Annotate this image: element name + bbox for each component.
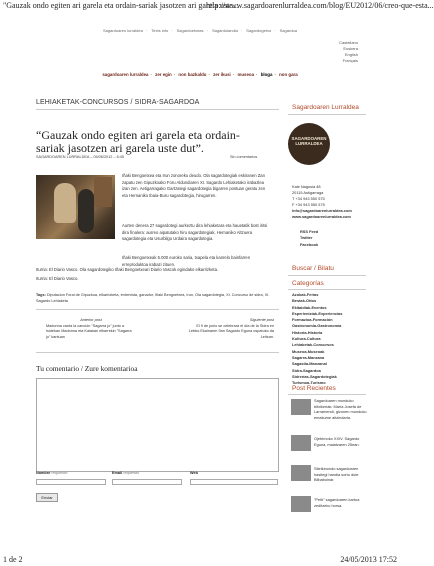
top-nav-item[interactable]: Sagardoetxeas	[176, 28, 204, 33]
comments-link[interactable]: Sin comentarios	[230, 155, 258, 159]
twitter-link[interactable]: Twitter	[300, 235, 313, 241]
post-byline: SAGARDOAREN LURRALDEA – 05/06/2012 – 6:45	[36, 155, 125, 159]
divider	[288, 289, 366, 290]
category-link[interactable]: Lehiaketak-Concursos	[292, 342, 334, 348]
post-paragraph: Iñaki Bengoetxeak 5.000 euroko saria, txapela eta kanrelo bainfarren erreproduktoa irabazi zituen.	[122, 255, 251, 267]
main-nav-item[interactable]: bloga	[260, 72, 273, 77]
recent-post-thumbnail[interactable]	[291, 399, 311, 415]
tags-list[interactable]: Diputacion Foral de Gipuzkoa, elkarrizketa, entrevista, ganador, Iñaki Bengoetxea, Irun, Ola sagardotegia, XI. Concurso de sidra, XI. Sagardo Lehiaketa	[36, 293, 270, 303]
category-link[interactable]: Bestak-Ottos	[292, 298, 317, 304]
category-link[interactable]: Turismoa-Turismo	[292, 380, 326, 386]
divider	[288, 275, 366, 276]
language-link[interactable]: Euskera	[343, 46, 358, 51]
contact-line: F +34 943 550 575	[292, 202, 325, 207]
divider	[288, 114, 366, 115]
name-field[interactable]	[36, 479, 106, 485]
category-link[interactable]: Sagastia-Manzanal	[292, 361, 327, 367]
main-nav-item[interactable]: museoa	[237, 72, 255, 77]
language-link[interactable]: Castellano	[339, 40, 358, 45]
language-link[interactable]: Français	[342, 58, 358, 63]
top-nav-item[interactable]: Sagardogetxo	[246, 28, 272, 33]
main-nav-item[interactable]: non bazkaldu	[178, 72, 207, 77]
recent-post-link[interactable]: "Petit" sagardoaren kartoa zeditzeko horsa.	[314, 497, 360, 508]
recent-post-thumbnail[interactable]	[291, 435, 311, 451]
breadcrumb: LEHIAKETAK-CONCURSOS / SIDRA-SAGARDOA	[36, 99, 200, 106]
contact-block	[292, 184, 352, 220]
category-link[interactable]: Sagarra-Manzana	[292, 354, 325, 360]
next-post-link[interactable]: El 9 de junio se celebrará el día de la Sidra en Lebbo.Ekainaren 9an Sagardo Eguna ospatuko da Leitzan.	[188, 323, 274, 339]
search-title: Buscar / Bilatu	[292, 265, 334, 272]
web-field[interactable]	[190, 479, 278, 485]
main-nav-item[interactable]: non gara	[279, 72, 298, 77]
page-title-header: "Gauzak ondo egiten ari garela eta ordain-sariak jasotzen ari garela uste...	[3, 1, 239, 10]
post-source: Iturria: El Diario Vasco.	[36, 276, 79, 281]
recent-post-link[interactable]: Sagardoaren munduko bitxikeriak: María Josefa de Larramendi, gizonen munduko emakume aitzindaria.	[314, 398, 367, 420]
main-nav-item[interactable]: zer ikusi	[213, 72, 231, 77]
category-link[interactable]: Sidra-Sagardoa	[292, 367, 321, 373]
main-nav-item[interactable]: sagardoaren lurraldea	[102, 72, 149, 77]
page-url[interactable]: http://www.sagardoarenlurraldea.com/blog/EU2012/06/creo-que-esta...	[206, 1, 434, 10]
email-label: Email requerido	[112, 471, 140, 475]
submit-button[interactable]: Enviar	[36, 493, 58, 502]
post-photo	[36, 175, 115, 239]
facebook-link[interactable]: Facebook	[300, 241, 319, 247]
divider	[36, 109, 279, 110]
main-nav: sagardoaren lurraldea · zer egin · non bazkaldu · zer ikusi · museoa · bloga · non gara	[102, 72, 298, 77]
recent-post-thumbnail[interactable]	[291, 465, 311, 481]
categories-title: Categorías	[292, 280, 324, 287]
contact-line: Kale Nagusia 48	[292, 184, 321, 189]
prev-post-link[interactable]: Madonna canta la canción "Sagarra jo" junto a Isidekan Madonna eta Kalakan elkarrekin "Sagarra jo" kantuan	[46, 323, 132, 339]
category-link[interactable]: Formazioa-Formación	[292, 317, 333, 323]
top-nav-item[interactable]: Sagardolandia	[212, 28, 238, 33]
divider	[36, 309, 279, 310]
category-link[interactable]: Sidrerías-Sagardotegiak	[292, 373, 337, 379]
category-link[interactable]: Ekitaldiak-Eventos	[292, 304, 327, 310]
post-paragraph: Iñaki Bengoetxea eta Irun zonoreko deudo. Ola sagardotegiak eskiranen Zan zapatu zen Gipuzkoako Foru Aldundiaren XI. Sagardo Lehiaketako irabazlea izan zen. Aetigarragako Gartzategi sagardotegia bigarren postuan geratu zen eta Hernaniko Ibaia-Buru sagardotegia, hirugarren.	[122, 173, 266, 198]
brand-logo: SAGARDOAREN LURRALDEA	[288, 123, 330, 165]
post-footnote: Iturria: El Diario Vasco. Ola sagardotegiko Iñaki Bengoetxeari Diario Vascok egindako elkarrizketa.	[36, 267, 219, 272]
category-link[interactable]: Kultura-Cultura	[292, 336, 321, 342]
prev-post-label: Anterior post	[80, 318, 102, 322]
post-paragraph: Aurten denera 27 sagardotegi aurkeztu dira lehiaketara eta hauetatik bost iritsi dira finalera: aurreo aipatutako hiru sagardotegiak, Hernaniko Altzuera sagardotegia eta Usurbilgo Urdaira sagardotegia.	[122, 223, 268, 242]
rss-link[interactable]: RSS Feed	[300, 229, 319, 234]
recent-posts-title: Post Recientes	[292, 385, 336, 392]
sidebar-section-title: Sagardoaren Lurraldea	[292, 104, 359, 111]
post-title: “Gauzak ondo egiten ari garela eta ordain-sariak jasotzen ari garela uste dut”.	[36, 128, 240, 155]
recent-post-link[interactable]: Sitetkinondo sagardoaren hasitegi handia sortu dute Bilbaboinar.	[314, 466, 359, 482]
top-nav-item[interactable]: Sagardoaren lurraldea	[103, 28, 143, 33]
comment-textarea[interactable]	[36, 378, 279, 472]
next-post-label: Siguiente post	[249, 318, 274, 322]
contact-line: 20115 Astigarraga	[292, 190, 324, 195]
prev-post[interactable]	[46, 318, 136, 340]
feed-links	[300, 229, 318, 248]
name-label: Nombre requerido	[36, 471, 68, 475]
main-nav-item[interactable]: zer egin	[155, 72, 172, 77]
print-timestamp: 24/05/2013 17:52	[340, 555, 397, 564]
contact-line: T +34 943 550 575	[292, 196, 325, 201]
divider	[288, 394, 366, 395]
divider	[36, 352, 279, 353]
contact-web[interactable]: www.sagardoarenlurraldea.com	[292, 214, 351, 219]
post-tags	[36, 293, 276, 304]
category-link[interactable]: Gastronomia-Gastronomía	[292, 323, 342, 329]
web-label: Web	[190, 471, 198, 475]
tags-label: Tags:	[36, 293, 46, 297]
contact-email[interactable]: info@sagardoarenlurraldea.com	[292, 208, 352, 213]
top-nav-item[interactable]: Texts info	[151, 28, 169, 33]
comment-form-heading: Tu comentario / Zure komentarioa	[36, 364, 138, 373]
category-link[interactable]: Historia-Historia	[292, 329, 323, 335]
category-link[interactable]: Museoa-Museoak	[292, 348, 325, 354]
recent-post-thumbnail[interactable]	[291, 496, 311, 512]
category-link[interactable]: Esperientziak-Experiencias	[292, 310, 343, 316]
top-nav: Sagardoaren lurraldea · Texts info · Sagardoetxeas · Sagardolandia · Sagardogetxo · Sagardoa	[103, 28, 297, 33]
page-count: 1 de 2	[3, 555, 23, 564]
category-list	[292, 292, 342, 386]
category-link[interactable]: Azokak-Ferias	[292, 292, 319, 297]
top-nav-item[interactable]: Sagardoa	[279, 28, 297, 33]
recent-post-link[interactable]: Ojetrimoko XXIV. Sagardo Eguna, maiatzaren 25ean.	[314, 436, 360, 447]
language-selector	[339, 40, 358, 64]
next-post[interactable]	[176, 318, 274, 340]
email-field[interactable]	[112, 479, 182, 485]
language-link[interactable]: English	[344, 52, 358, 57]
